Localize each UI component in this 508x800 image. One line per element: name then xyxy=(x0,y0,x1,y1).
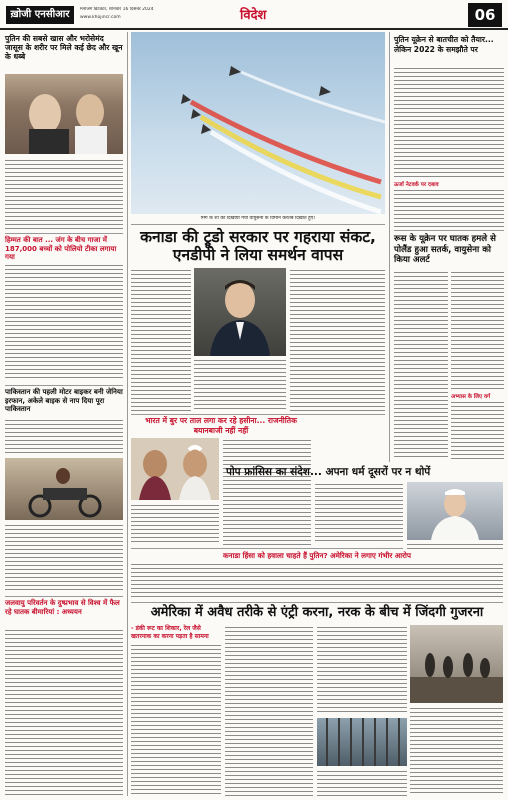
migrants-illustration xyxy=(410,625,503,703)
biker-photo xyxy=(5,458,123,520)
website: www.khojincr.com xyxy=(80,15,121,20)
right-headline-1: पुतिन यूक्रेन से बातचीत को तैयार... लेकिन 2022 के समझौते पर xyxy=(394,35,494,54)
center-headline-5: अमेरिका में अवैध तरीके से एंट्री करना, नरक के बीच में जिंदगी गुजरना xyxy=(150,605,484,620)
usa-body-col1 xyxy=(131,643,221,796)
left-headline-1: पुतिन की सबसे खास और भरोसेमंद जासूस के शरीर पर मिले कई छेद और खून के धब्बे xyxy=(5,34,123,61)
right-subhead-2: अभ्यास के लिए वर्ग xyxy=(451,394,491,400)
photo-caption: मिग के शॉ की दिखाया गया वायुसेना के विमान करतब दिखाते हुए। xyxy=(200,216,316,221)
page-number: 06 xyxy=(468,3,502,27)
canada-body-col3 xyxy=(290,268,385,412)
center-headline-1: कनाडा की ट्रूडो सरकार पर गहराया संकट, एनडीपी ने लिया समर्थन वापस xyxy=(140,228,376,264)
pope-illustration xyxy=(407,482,503,540)
right-article-2-col2b xyxy=(451,400,504,460)
biker-illustration xyxy=(5,458,123,520)
left-article-1-body xyxy=(5,158,123,230)
hasina-photo xyxy=(131,438,219,500)
right-article-1-cont xyxy=(394,188,504,228)
left-article-3-body xyxy=(5,418,123,456)
right-article-2-col2 xyxy=(451,270,504,390)
photo-illustration xyxy=(5,74,123,154)
right-headline-2: रूस के यूक्रेन पर घातक हमले से पोलैंड हुआ सतर्क, वायुसेना को किया अलर्ट xyxy=(394,234,496,265)
right-article-1-body xyxy=(394,66,504,178)
border-photo-2 xyxy=(317,718,407,766)
masthead xyxy=(0,0,508,30)
left-headline-3: पाकिस्तान की पहली मोटर बाइकर बनी जेनिया इरफान, अकेले बाइक से नाप दिया पूरा पाकिस्तान xyxy=(5,388,123,413)
right-subhead: ऊर्जा नेटवर्क पर दबाव xyxy=(394,182,439,188)
left-article-2-body xyxy=(5,263,123,381)
trudeau-photo xyxy=(194,268,286,356)
left-headline-2: हिम्मत की बात ... जंग के बीच गाजा में 187,000 बच्चों को पोलियो टीका लगाया गया xyxy=(5,236,117,261)
wall-illustration xyxy=(317,718,407,766)
pope-photo xyxy=(407,482,503,540)
airshow-photo xyxy=(131,32,385,214)
usa-body-col3b xyxy=(317,769,407,796)
usa-body-col3 xyxy=(317,625,407,715)
center-headline-3: पोप फ्रांसिस का संदेश... अपना धर्म दूसरों पर न थोपें xyxy=(226,466,431,478)
hasina-body-col2 xyxy=(223,438,311,545)
allegation-body xyxy=(131,562,503,600)
section-title: विदेश xyxy=(240,8,267,23)
paper-logo: ख़ोजी एनसीआर xyxy=(6,6,74,24)
pope-body-col1 xyxy=(315,482,403,544)
usa-subheadline: - डंकी रूट का शिकार, रेल जैसे खतरनाक का करना पड़ता है सामना xyxy=(131,625,209,640)
jets-illustration xyxy=(131,32,385,214)
center-headline-2: भारत में बुर पर ताल लगा कर रहे हसीना... राजनीतिक बयानबाजी नहीं नहीं xyxy=(145,416,297,435)
center-headline-4: कनाडा हिंसा को हवाला चाहते हैं पुतिन? अमेरिका ने लगाए गंभीर आरोप xyxy=(223,551,411,560)
putin-spy-photo xyxy=(5,74,123,154)
hasina-illustration xyxy=(131,438,219,500)
trudeau-illustration xyxy=(194,268,286,356)
left-article-3-cont xyxy=(5,523,123,593)
usa-body-col4 xyxy=(410,706,503,796)
border-photo-1 xyxy=(410,625,503,703)
right-article-2-col1 xyxy=(394,270,448,460)
dateline: मैनेजिंग डिटेक्टर, शनिवार 16 दिसंबर 2024 xyxy=(80,7,154,12)
left-article-4-body xyxy=(5,628,123,796)
hasina-body xyxy=(131,503,219,545)
canada-photo-caption xyxy=(194,358,286,412)
left-headline-4: जलवायु परिवर्तन के दुष्प्रभाव से विश्व में फैल रहे घातक बीमारियां : अध्ययन xyxy=(5,599,120,616)
usa-body-col2 xyxy=(225,625,313,796)
canada-body-col1 xyxy=(131,268,191,412)
